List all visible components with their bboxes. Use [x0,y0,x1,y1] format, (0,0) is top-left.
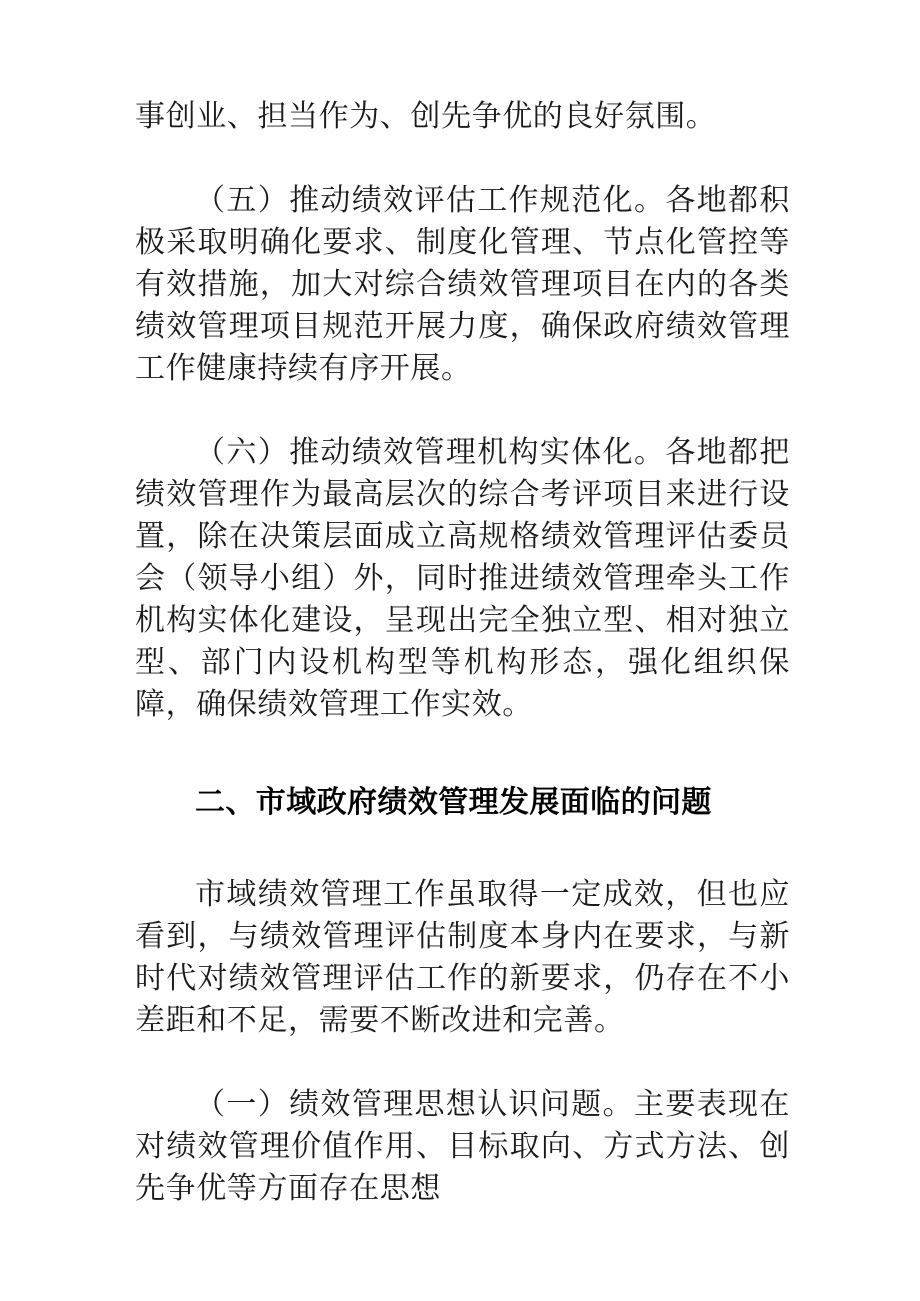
heading-spacer-bottom [135,824,790,874]
heading-spacer-top [135,726,790,782]
paragraph-section-six: （六）推动绩效管理机构实体化。各地都把绩效管理作为最高层次的综合考评项目来进行设置，除在决策层面成立高规格绩效管理评估委员会（领导小组）外，同时推进绩效管理牵头工作机构实体化建设，呈现出完全独立型、相对独立型、部门内设机构型等机构形态，强化组织保障，确保绩效管理工作实效。 [135,436,790,721]
paragraph-section-two-intro: 市域绩效管理工作虽取得一定成效，但也应看到，与绩效管理评估制度本身内在要求，与新时代对绩效管理评估工作的新要求，仍存在不小差距和不足，需要不断改进和完善。 [135,878,790,1037]
paragraph-spacer [135,1042,790,1084]
section-heading-two: 二、市域政府绩效管理发展面临的问题 [195,786,712,819]
paragraph-section-five: （五）推动绩效评估工作规范化。各地都积极采取明确化要求、制度化管理、节点化管控等有效措施，加大对综合绩效管理项目在内的各类绩效管理项目规范开展力度，确保政府绩效管理工作健康持续有序开展。 [135,184,790,385]
document-body [135,96,790,1210]
paragraph-spacer [135,390,790,432]
paragraph-subsection-one: （一）绩效管理思想认识问题。主要表现在对绩效管理价值作用、目标取向、方式方法、创先争优等方面存在思想 [135,1088,790,1205]
paragraph-spacer [135,138,790,180]
paragraph-continuation: 事创业、担当作为、创先争优的良好氛围。 [135,100,717,133]
